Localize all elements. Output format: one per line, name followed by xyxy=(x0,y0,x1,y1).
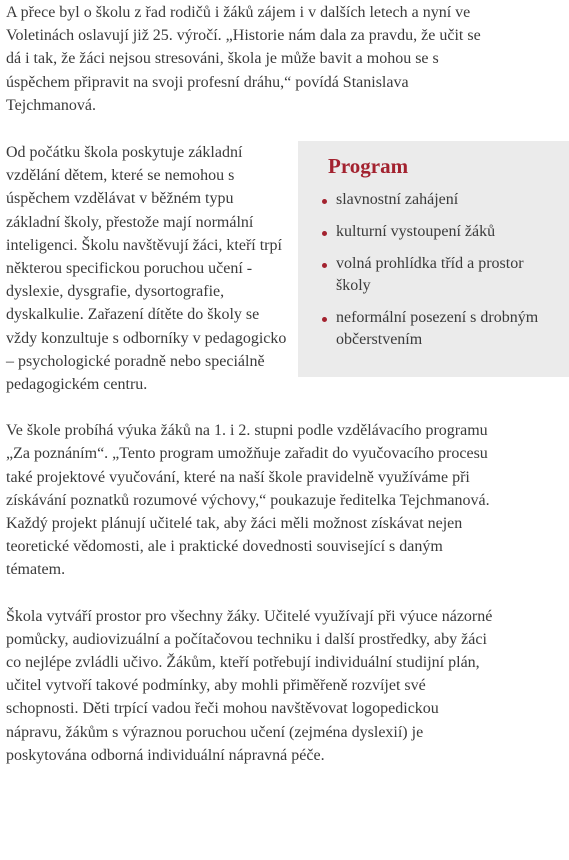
bullet-icon xyxy=(322,231,327,236)
paragraph-4: Škola vytváří prostor pro všechny žáky. Učitelé využívají při výuce názorné pomůcky, audiovizuální a počítačovou techniku i další prostředky, aby žáci co nejlépe zvládli učivo. Žákům, kteří potřebují individuální studijní plán, učitel vytvoří takové podmínky, aby mohli přiměřeně rozvíjet své schopnosti. Děti trpící vadou řeči mohou navštěvovat logopedickou nápravu, žákům s výraznou poruchou učení (zejména dyslexií) je poskytována odborná individuální nápravná péče. xyxy=(6,607,493,764)
program-list xyxy=(316,189,561,351)
program-item-label: kulturní vystoupení žáků xyxy=(336,223,496,241)
program-item xyxy=(316,221,561,243)
program-item-label: neformální posezení s drobným občerstvením xyxy=(336,309,539,349)
program-title: Program xyxy=(328,154,409,179)
paragraph-2: Od počátku škola poskytuje základní vzdělání dětem, které se nemohou s úspěchem vzdělávat v běžném typu základní školy, přestože mají normální inteligenci. Školu navštěvují žáci, kteří trpí některou specifickou poruchou učení - dyslexie, dysgrafie, dysortografie, dyskalkulie. Zařazení dítěte do školy se vždy konzultuje s odborníky v pedagogicko – psychologické poradně nebo speciálně pedagogickém centru. xyxy=(6,144,287,394)
program-item xyxy=(316,189,561,211)
program-item-label: slavnostní zahájení xyxy=(336,191,459,209)
bullet-icon xyxy=(322,263,327,268)
program-item xyxy=(316,307,561,351)
article-body xyxy=(6,1,539,790)
bullet-icon xyxy=(322,317,327,322)
bullet-icon xyxy=(322,199,327,204)
program-item xyxy=(316,253,561,297)
program-sidebar xyxy=(298,141,569,377)
paragraph-3: Ve škole probíhá výuka žáků na 1. i 2. stupni podle vzdělávacího programu „Za poznáním“. „Tento program umožňuje zařadit do vyučovacího procesu také projektové vyučování, které na naší škole pravidelně využíváme při získávání poznatků rozumové výchovy,“ poukazuje ředitelka Tejchmanová. Každý projekt plánují učitelé tak, aby žáci měli možnost získávat nejen teoretické vědomosti, ale i praktické dovednosti související s daným tématem. xyxy=(6,422,490,579)
paragraph-1: A přece byl o školu z řad rodičů i žáků zájem i v dalších letech a nyní ve Voletinách oslavují již 25. výročí. „Historie nám dala za pravdu, že učit se dá i tak, že žáci nejsou stresováni, škola je může bavit a mohou se s úspěchem připravit na svoji profesní dráhu,“ povídá Stanislava Tejchmanová. xyxy=(6,4,481,114)
program-item-label: volná prohlídka tříd a prostor školy xyxy=(336,255,524,295)
